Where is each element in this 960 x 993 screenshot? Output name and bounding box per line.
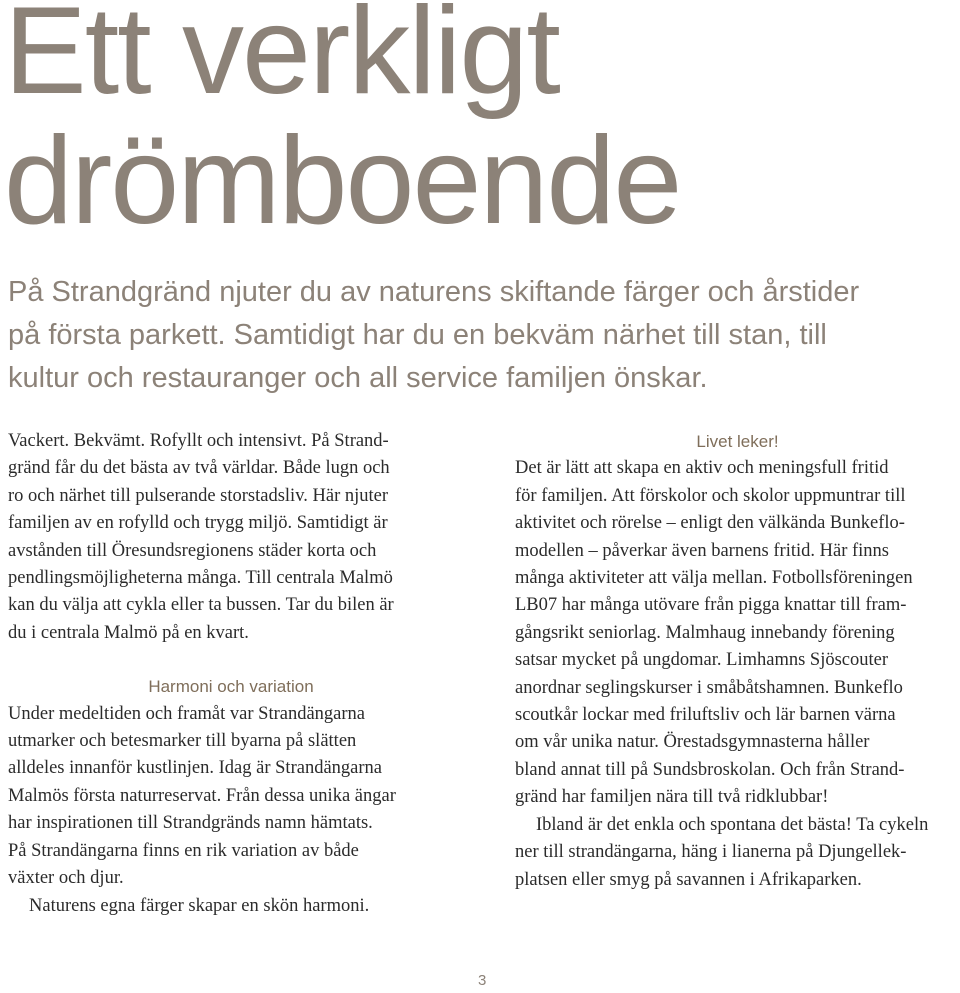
text-line: utmarker och betesmarker till byarna på slätten <box>8 731 357 752</box>
text-line: växter och djur. <box>8 868 124 889</box>
text-line: alldeles innanför kustlinjen. Idag är Strandängarna <box>8 758 382 779</box>
right-paragraph-1 <box>515 455 960 811</box>
subheading-harmoni: Harmoni och variation <box>148 677 314 697</box>
text-line: ner till strandängarna, häng i lianerna på Djungellek- <box>515 842 907 863</box>
text-line: om vår unika natur. Örestadsgymnasterna håller <box>515 732 870 753</box>
text-line: bland annat till på Sundsbroskolan. Och från Strand- <box>515 759 905 780</box>
text-line: gränd har familjen nära till två ridklubbar! <box>515 787 829 808</box>
text-line: Malmös första naturreservat. Från dessa unika ängar <box>8 785 396 806</box>
text-line: På Strandängarna finns en rik variation av både <box>8 840 359 861</box>
text-line: Naturens egna färger skapar en skön harmoni. <box>29 895 370 916</box>
page-number: 3 <box>478 972 487 989</box>
intro-line: kultur och restauranger och all service familjen önskar. <box>8 362 708 394</box>
text-line: anordnar seglingskurser i småbåtshamnen. Bunkeflo <box>515 677 903 698</box>
intro-line: på första parkett. Samtidigt har du en bekväm närhet till stan, till <box>8 319 827 351</box>
right-column <box>515 428 960 894</box>
subheading-livet-leker: Livet leker! <box>696 432 779 451</box>
text-line: gångsrikt seniorlag. Malmhaug innebandy förening <box>515 622 895 643</box>
headline-line-1: Ett verkligt <box>4 0 559 120</box>
text-line: scoutkår lockar med friluftsliv och lär barnen värna <box>515 705 896 726</box>
headline <box>4 0 681 250</box>
left-paragraph-1 <box>8 428 468 647</box>
text-line: LB07 har många utövare från pigga knattar till fram- <box>515 595 907 616</box>
left-paragraph-2 <box>8 701 468 893</box>
text-line: pendlingsmöjligheterna många. Till centrala Malmö <box>8 568 393 589</box>
text-line: ro och närhet till pulserande storstadsliv. Här njuter <box>8 485 388 506</box>
text-line: för familjen. Att förskolor och skolor uppmuntrar till <box>515 485 906 506</box>
text-line: många aktiviteter att välja mellan. Fotbollsföreningen <box>515 568 913 589</box>
intro-text <box>8 271 958 400</box>
text-line: har inspirationen till Strandgränds namn hämtats. <box>8 813 373 834</box>
text-line: du i centrala Malmö på en kvart. <box>8 622 249 643</box>
left-column <box>8 428 468 920</box>
text-line: avstånden till Öresundsregionens städer korta och <box>8 540 377 561</box>
text-line: modellen – påverkar även barnens fritid. Här finns <box>515 540 889 561</box>
text-line: platsen eller smyg på savannen i Afrikaparken. <box>515 869 862 890</box>
intro-line: På Strandgränd njuter du av naturens skiftande färger och årstider <box>8 276 860 308</box>
text-line: aktivitet och rörelse – enligt den välkända Bunkeflo- <box>515 513 905 534</box>
text-line: gränd får du det bästa av två världar. Både lugn och <box>8 458 390 479</box>
text-line: Det är lätt att skapa en aktiv och meningsfull fritid <box>515 458 889 479</box>
text-line: satsar mycket på ungdomar. Limhamns Sjöscouter <box>515 650 889 671</box>
headline-line-2: drömboende <box>4 112 681 250</box>
text-line: Ibland är det enkla och spontana det bästa! Ta cykeln <box>536 814 929 835</box>
text-line: kan du välja att cykla eller ta bussen. Tar du bilen är <box>8 595 394 616</box>
text-line: Under medeltiden och framåt var Strandängarna <box>8 703 366 724</box>
left-paragraph-3 <box>8 893 468 920</box>
text-line: Vackert. Bekvämt. Rofyllt och intensivt. På Strand- <box>8 431 389 451</box>
right-paragraph-2 <box>515 812 960 894</box>
text-line: familjen av en rofylld och trygg miljö. Samtidigt är <box>8 513 388 534</box>
